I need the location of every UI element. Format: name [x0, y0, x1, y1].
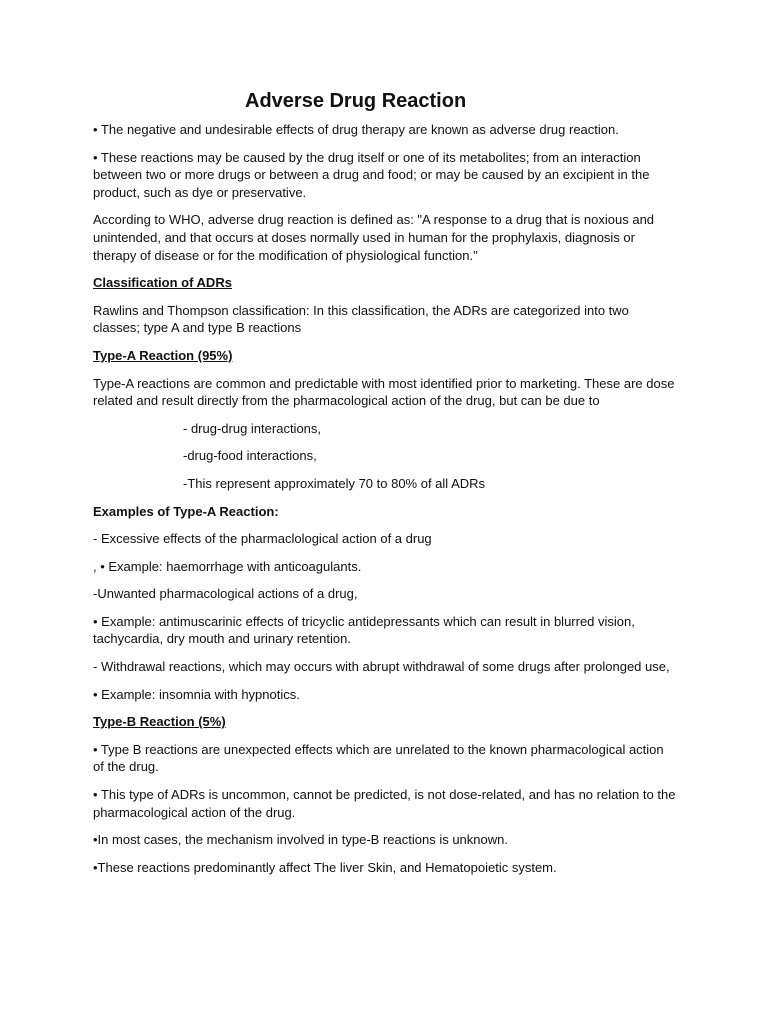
paragraph-withdrawal: - Withdrawal reactions, which may occurs with abrupt withdrawal of some drugs after prolonged use, — [93, 659, 670, 675]
paragraph-example-antimuscarinic: • Example: antimuscarinic effects of tricyclic antidepressants which can result in blurred vision, tachycardia, dry mouth and urinary retention. — [93, 613, 635, 647]
paragraph-example-haemorrhage: , • Example: haemorrhage with anticoagulants. — [93, 558, 362, 574]
paragraph-example-insomnia: • Example: insomnia with hypnotics. — [93, 686, 300, 702]
heading-type-b: Type-B Reaction (5%) — [93, 714, 226, 730]
paragraph-who-definition: According to WHO, adverse drug reaction is defined as: "A response to a drug that is noxious and unintended, and that occurs at doses normally used in human for the prophylaxis, diagnosis or therapy of disease or for the modification of physiological function." — [93, 212, 655, 263]
list-item-drug-food: -drug-food interactions, — [183, 448, 317, 464]
paragraph-definition: • The negative and undesirable effects of drug therapy are known as adverse drug reaction. — [93, 122, 619, 137]
paragraph-rawlins-thompson: Rawlins and Thompson classification: In this classification, the ADRs are categorized into two classes; type A and type B reactions — [93, 302, 629, 336]
document-body — [93, 88, 678, 886]
paragraph-type-a-description: Type-A reactions are common and predictable with most identified prior to marketing. These are dose related and result directly from the pharmacological action of the drug, but can be due to — [93, 375, 675, 409]
heading-type-a: Type-A Reaction (95%) — [93, 347, 233, 363]
document-title: Adverse Drug Reaction — [245, 90, 467, 112]
paragraph-type-b-uncommon: • This type of ADRs is uncommon, cannot be predicted, is not dose-related, and has no relation to the pharmacological action of the drug. — [93, 787, 676, 820]
heading-classification: Classification of ADRs — [93, 275, 232, 291]
paragraph-type-b-affected-systems: •These reactions predominantly affect The liver Skin, and Hematopoietic system. — [93, 859, 557, 875]
paragraph-type-b-unexpected: • Type B reactions are unexpected effects which are unrelated to the known pharmacological action of the drug. — [93, 741, 664, 775]
paragraph-excessive-effects: - Excessive effects of the pharmaclological action of a drug — [93, 531, 432, 547]
list-item-drug-drug: - drug-drug interactions, — [183, 420, 322, 436]
paragraph-type-b-mechanism: •In most cases, the mechanism involved in type-B reactions is unknown. — [93, 832, 508, 848]
list-item-percentage: -This represent approximately 70 to 80% of all ADRs — [183, 475, 486, 491]
heading-type-a-examples: Examples of Type-A Reaction: — [93, 503, 279, 519]
paragraph-causes: • These reactions may be caused by the drug itself or one of its metabolites; from an interaction between two or more drugs or between a drug and food; or may be caused by an excipient in the product, such as dye or preservative. — [93, 149, 650, 200]
paragraph-unwanted-actions: -Unwanted pharmacological actions of a drug, — [93, 586, 358, 602]
